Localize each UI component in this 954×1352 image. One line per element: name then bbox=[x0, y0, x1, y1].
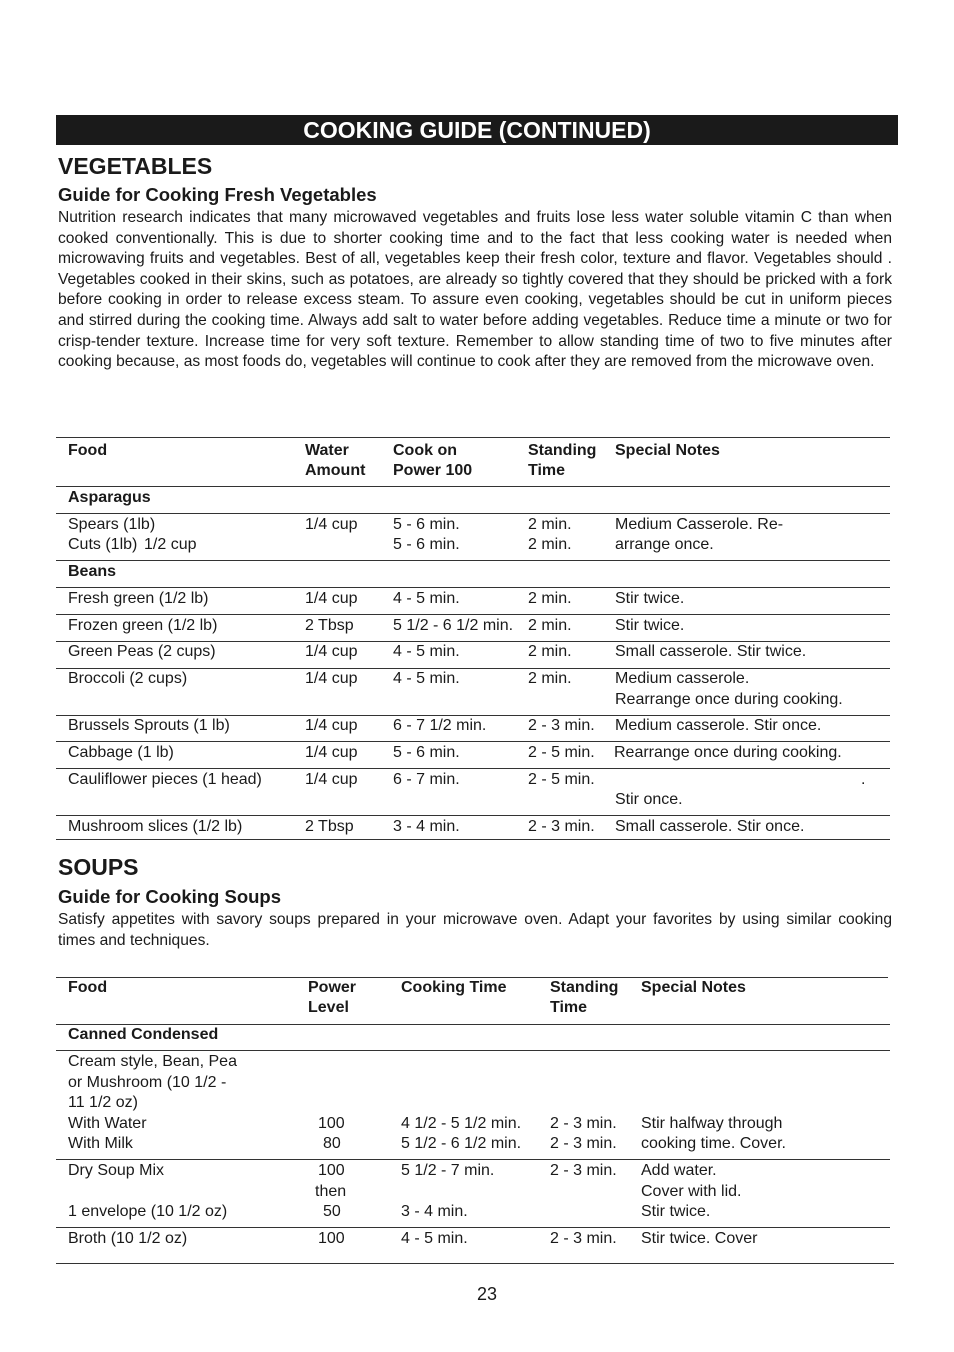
cell-water: 1/4 cup bbox=[305, 744, 358, 761]
cell-standing: 2 min. bbox=[528, 617, 572, 634]
cell-cook: 6 - 7 min. bbox=[393, 771, 460, 788]
cell-food: With Milk bbox=[68, 1135, 133, 1152]
cell-food: Fresh green (1/2 lb) bbox=[68, 590, 209, 607]
cell-notes: Stir halfway through bbox=[641, 1115, 783, 1132]
table-rule bbox=[56, 587, 890, 588]
cell-time: 3 - 4 min. bbox=[401, 1203, 468, 1220]
col-header-food: Food bbox=[68, 442, 108, 459]
col-header-standing: Standing bbox=[550, 979, 619, 996]
cell-water: 1/4 cup bbox=[305, 643, 358, 660]
cell-standing: 2 min. bbox=[528, 590, 572, 607]
cell-standing: 2 - 3 min. bbox=[550, 1230, 617, 1247]
cell-food: Spears (1lb) bbox=[68, 516, 156, 533]
cell-notes: arrange once. bbox=[615, 536, 714, 553]
section-banner: COOKING GUIDE (CONTINUED) bbox=[56, 115, 898, 145]
cell-notes: Add water. bbox=[641, 1162, 717, 1179]
col-header-water: Water bbox=[305, 442, 349, 459]
table-rule bbox=[56, 768, 890, 769]
cell-cook: 4 - 5 min. bbox=[393, 590, 460, 607]
cell-cook: 5 1/2 - 6 1/2 min. bbox=[393, 617, 514, 634]
cell-notes: Small casserole. Stir once. bbox=[615, 818, 805, 835]
cell-standing: 2 - 3 min. bbox=[550, 1135, 617, 1152]
cell-time: 4 - 5 min. bbox=[401, 1230, 468, 1247]
col-header-water: Amount bbox=[305, 462, 366, 479]
cell-food: Broth (10 1/2 oz) bbox=[68, 1230, 188, 1247]
table-rule bbox=[56, 614, 890, 615]
cell-standing: 2 - 3 min. bbox=[528, 717, 595, 734]
cell-notes: Small casserole. Stir twice. bbox=[615, 643, 807, 660]
cell-food: Dry Soup Mix bbox=[68, 1162, 165, 1179]
col-header-notes: Special Notes bbox=[615, 442, 720, 459]
cell-water: 1/2 cup bbox=[144, 536, 197, 553]
table-rule bbox=[56, 839, 890, 840]
cell-food: Cauliflower pieces (1 head) bbox=[68, 771, 262, 788]
cell-food: Cabbage (1 lb) bbox=[68, 744, 174, 761]
page-number: 23 bbox=[476, 1284, 498, 1304]
table-rule bbox=[56, 1050, 890, 1051]
cell-power: 100 bbox=[318, 1115, 345, 1132]
table-rule bbox=[56, 1159, 890, 1160]
col-header-cook: Cook on bbox=[393, 442, 457, 459]
table-rule bbox=[56, 815, 890, 816]
table-rule bbox=[56, 437, 890, 438]
table-rule bbox=[56, 1227, 890, 1228]
cell-water: 1/4 cup bbox=[305, 771, 358, 788]
cell-cook: 5 - 6 min. bbox=[393, 536, 460, 553]
col-header-time: Cooking Time bbox=[401, 979, 507, 996]
cell-time: 5 1/2 - 6 1/2 min. bbox=[401, 1135, 522, 1152]
col-header-standing: Time bbox=[528, 462, 566, 479]
cell-notes: Stir twice. bbox=[615, 617, 685, 634]
table-rule bbox=[56, 486, 890, 487]
table-rule bbox=[56, 741, 890, 742]
col-header-standing: Standing bbox=[528, 442, 597, 459]
cell-standing: 2 min. bbox=[528, 670, 572, 687]
cell-standing: 2 min. bbox=[528, 516, 572, 533]
cell-cook: 4 - 5 min. bbox=[393, 670, 460, 687]
cell-food: Cream style, Bean, Pea bbox=[68, 1053, 237, 1070]
col-header-food: Food bbox=[68, 979, 108, 996]
soups-paragraph: Satisfy appetites with savory soups prepared in your microwave oven. Adapt your favorites by using similar cooking times and techniques. bbox=[58, 911, 892, 949]
cell-cook: 5 - 6 min. bbox=[393, 744, 460, 761]
cell-food: 11 1/2 oz) bbox=[68, 1094, 138, 1111]
cell-power: 100 bbox=[318, 1230, 345, 1247]
cell-power: 100 bbox=[318, 1162, 345, 1179]
cell-notes: cooking time. Cover. bbox=[641, 1135, 786, 1152]
cell-food: Brussels Sprouts (1 lb) bbox=[68, 717, 230, 734]
cell-notes: Medium casserole. Stir once. bbox=[615, 717, 822, 734]
cell-water: 2 Tbsp bbox=[305, 617, 354, 634]
vegetables-paragraph: Nutrition research indicates that many microwaved vegetables and fruits lose less water soluble vitamin C than when cooked conventionally. This is due to shorter cooking time and to the fact that less cooking water is needed when microwaving fruits and vegetables. Best of all, vegetables keep their fresh color, texture and flavor. Vegetables should . Vegetables cooked in their skins, such as potatoes, are already so tightly covered that they should be pricked with a fork before cooking in order to release excess steam. To assure even cooking, vegetables should be cut in uniform pieces and stirred during the cooking time. Always add salt to water before adding vegetables. Reduce time a minute or two for crisp-tender texture. Increase time for very soft texture. Remember to allow standing time of two to five minutes after cooking because, as most foods do, vegetables will continue to cook after they are removed from the microwave oven. bbox=[58, 209, 892, 371]
cell-standing: 2 min. bbox=[528, 643, 572, 660]
cell-cook: 6 - 7 1/2 min. bbox=[393, 717, 487, 734]
cell-standing: 2 - 3 min. bbox=[550, 1162, 617, 1179]
soups-heading: SOUPS bbox=[58, 854, 139, 880]
cell-notes: Medium Casserole. Re- bbox=[615, 516, 784, 533]
cell-standing: 2 min. bbox=[528, 536, 572, 553]
vegetables-heading: VEGETABLES bbox=[58, 153, 213, 179]
cell-time: 5 1/2 - 7 min. bbox=[401, 1162, 495, 1179]
cell-notes: Rearrange once during cooking. bbox=[615, 691, 843, 708]
soups-subheading: Guide for Cooking Soups bbox=[58, 886, 282, 907]
cell-water: 2 Tbsp bbox=[305, 818, 354, 835]
cell-notes: Stir twice. bbox=[641, 1203, 711, 1220]
cell-power: then bbox=[315, 1183, 347, 1200]
cell-food: With Water bbox=[68, 1115, 147, 1132]
cell-food: 1 envelope (10 1/2 oz) bbox=[68, 1203, 228, 1220]
cell-food: Frozen green (1/2 lb) bbox=[68, 617, 218, 634]
cell-time: 4 1/2 - 5 1/2 min. bbox=[401, 1115, 522, 1132]
col-header-power: Level bbox=[308, 999, 349, 1016]
cell-water: 1/4 cup bbox=[305, 717, 358, 734]
cell-cook: 4 - 5 min. bbox=[393, 643, 460, 660]
cell-standing: 2 - 5 min. bbox=[528, 744, 595, 761]
cell-water: 1/4 cup bbox=[305, 590, 358, 607]
group-label: Canned Condensed bbox=[68, 1026, 219, 1043]
cell-notes: Medium casserole. bbox=[615, 670, 750, 687]
cell-food: Broccoli (2 cups) bbox=[68, 670, 188, 687]
table-rule bbox=[56, 560, 890, 561]
cell-cook: 5 - 6 min. bbox=[393, 516, 460, 533]
cell-food: or Mushroom (10 1/2 - bbox=[68, 1074, 227, 1091]
col-header-cook: Power 100 bbox=[393, 462, 473, 479]
cell-power: 50 bbox=[323, 1203, 341, 1220]
cell-notes: Stir twice. Cover bbox=[641, 1230, 758, 1247]
group-label: Beans bbox=[68, 563, 117, 580]
cell-standing: 2 - 3 min. bbox=[528, 818, 595, 835]
cell-notes: Stir twice. bbox=[615, 590, 685, 607]
col-header-standing: Time bbox=[550, 999, 588, 1016]
col-header-notes: Special Notes bbox=[641, 979, 746, 996]
cell-water: 1/4 cup bbox=[305, 670, 358, 687]
cell-food: Cuts (1lb) bbox=[68, 536, 138, 553]
vegetables-subheading: Guide for Cooking Fresh Vegetables bbox=[58, 184, 377, 205]
cell-notes: . bbox=[861, 771, 866, 788]
cell-notes: Stir once. bbox=[615, 791, 683, 808]
cell-notes: Rearrange once during cooking. bbox=[614, 744, 842, 761]
cell-power: 80 bbox=[323, 1135, 341, 1152]
cell-water: 1/4 cup bbox=[305, 516, 358, 533]
table-rule bbox=[56, 1263, 894, 1264]
cell-cook: 3 - 4 min. bbox=[393, 818, 460, 835]
cell-food: Green Peas (2 cups) bbox=[68, 643, 216, 660]
cell-food: Mushroom slices (1/2 lb) bbox=[68, 818, 243, 835]
table-rule bbox=[56, 513, 890, 514]
cell-standing: 2 - 3 min. bbox=[550, 1115, 617, 1132]
col-header-power: Power bbox=[308, 979, 357, 996]
group-label: Asparagus bbox=[68, 489, 151, 506]
cell-standing: 2 - 5 min. bbox=[528, 771, 595, 788]
cell-notes: Cover with lid. bbox=[641, 1183, 742, 1200]
